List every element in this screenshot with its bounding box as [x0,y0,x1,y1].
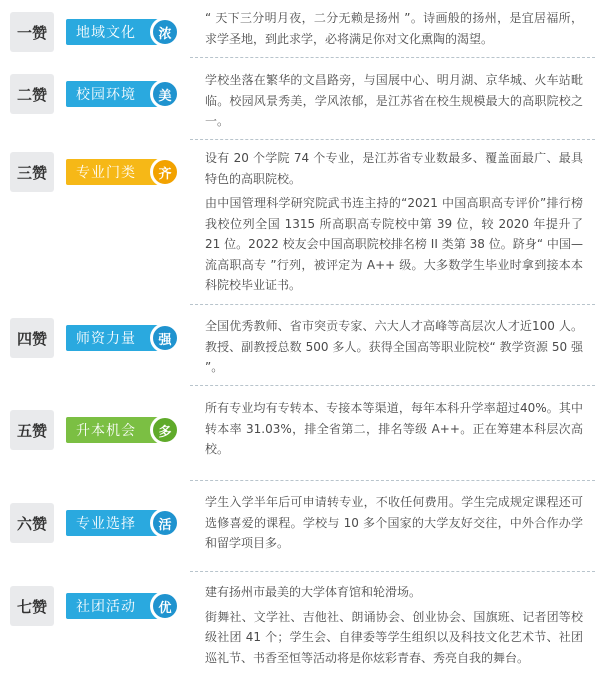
item-number: 二赞 [10,74,54,114]
item-tag [10,318,186,358]
divider [190,571,595,572]
item-badge: 浓 [150,17,180,47]
item-text [205,582,583,668]
item-label: 师资力量 [66,325,178,351]
item-tag [10,74,186,114]
paragraph: 全国优秀教师、省市突贡专家、六大人才高峰等高层次人才近100 人。教授、副教授总数 500 多人。获得全国高等职业院校“ 教学资源 50 强 ”。 [205,319,583,374]
item-number: 三赞 [10,152,54,192]
paragraph: 由中国管理科学研究院武书连主持的“2021 中国高职高专评价”排行榜我校位列全国 1315 所高职高专院校中第 39 位，较 2020 年提升了 21 位。2022 校友会中国高职院校排名榜 II 类第 38 位。跻身“ 中国—流高职高专 ”行列，被评定为 A++ 级。大多数学生毕业时拿到接本本科院校毕业证书。 [205,196,583,292]
item-label: 升本机会 [66,417,178,443]
divider [190,57,595,58]
item-badge: 多 [150,415,180,445]
item-badge: 强 [150,323,180,353]
item-badge: 美 [150,79,180,109]
item-number: 六赞 [10,503,54,543]
paragraph: 学生入学半年后可申请转专业，不收任何费用。学生完成规定课程还可选修喜爱的课程。学校与 10 多个国家的大学友好交往，中外合作办学和留学项目多。 [205,495,583,550]
item-number: 五赞 [10,410,54,450]
paragraph: 街舞社、文学社、吉他社、朗诵协会、创业协会、国旗班、记者团等校级社团 41 个；学生会、自律委等学生组织以及科技文化艺术节、社团巡礼节、书香至恒等活动将是你炫彩青春、秀亮自我的舞台。 [205,609,583,665]
item-number: 一赞 [10,12,54,52]
item-text [205,492,583,554]
item-number: 四赞 [10,318,54,358]
item-label: 校园环境 [66,81,178,107]
item-tag [10,586,186,626]
divider [190,385,595,386]
item-tag [10,12,186,52]
paragraph: 建有扬州市最美的大学体育馆和轮滑场。 [205,585,422,599]
divider [190,480,595,481]
item-label: 专业选择 [66,510,178,536]
item-label: 地域文化 [66,19,178,45]
paragraph: “ 天下三分明月夜，二分无赖是扬州 ”。诗画般的扬州，是宜居福所，求学圣地，到此求学，必将满足你对文化熏陶的渴望。 [205,11,583,46]
item-tag [10,410,186,450]
item-tag [10,503,186,543]
divider [190,139,595,140]
paragraph: 所有专业均有专转本、专接本等渠道，每年本科升学率超过40%。其中转本率 31.03%，排全省第二，排名等级 A++。正在筹建本科层次高校。 [205,401,583,456]
item-text [205,8,583,49]
item-badge: 优 [150,591,180,621]
item-text [205,148,583,296]
divider [190,304,595,305]
item-text [205,70,583,132]
paragraph: 学校坐落在繁华的文昌路旁，与国展中心、明月湖、京华城、火车站毗临。校园风景秀美，学风浓郁，是江苏省在校生规模最大的高职院校之一。 [205,73,583,128]
item-badge: 齐 [150,157,180,187]
item-number: 七赞 [10,586,54,626]
item-label: 社团活动 [66,593,178,619]
item-tag [10,152,186,192]
item-text [205,398,583,460]
item-label: 专业门类 [66,159,178,185]
item-badge: 活 [150,508,180,538]
item-text [205,316,583,378]
paragraph: 设有 20 个学院 74 个专业，是江苏省专业数最多、覆盖面最广、最具特色的高职院校。 [205,151,583,186]
